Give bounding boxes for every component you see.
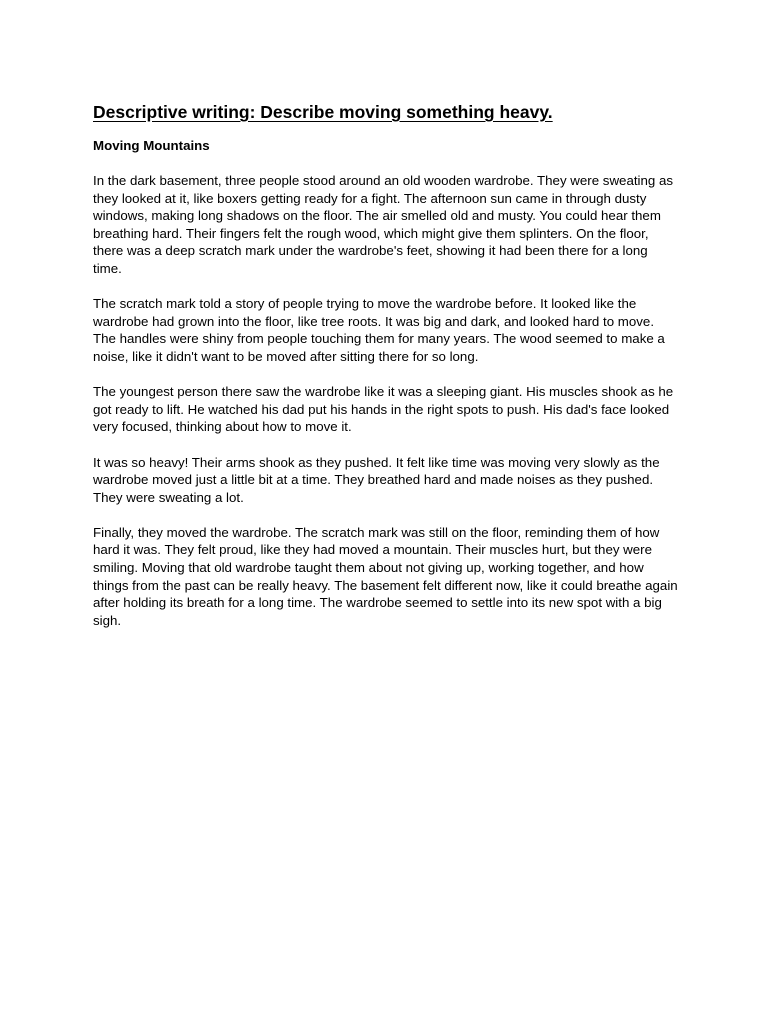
- document-title: Descriptive writing: Describe moving something heavy.: [93, 102, 553, 122]
- paragraph-2: The scratch mark told a story of people trying to move the wardrobe before. It looked like the wardrobe had grown into the floor, like tree roots. It was big and dark, and looked hard to move. The handles were shiny from people touching them for many years. The wood seemed to make a noise, like it didn't want to be moved after sitting there for so long.: [93, 296, 665, 364]
- paragraph-5: Finally, they moved the wardrobe. The scratch mark was still on the floor, reminding them of how hard it was. They felt proud, like they had moved a mountain. Their muscles hurt, but they were smiling. Moving that old wardrobe taught them about not giving up, working together, and how things from the past can be really heavy. The basement felt different now, like it could breathe again after holding its breath for a long time. The wardrobe seemed to settle into its new spot with a big sigh.: [93, 524, 678, 628]
- paragraph-1: In the dark basement, three people stood around an old wooden wardrobe. They were sweating as they looked at it, like boxers getting ready for a fight. The afternoon sun came in through dusty windows, making long shadows on the floor. The air smelled old and musty. You could hear them breathing hard. Their fingers felt the rough wood, which might give them splinters. On the floor, there was a deep scratch mark under the wardrobe's feet, showing it had been there for a long time.: [93, 173, 674, 276]
- paragraph-3: The youngest person there saw the wardrobe like it was a sleeping giant. His muscles shook as he got ready to lift. He watched his dad put his hands in the right spots to push. His dad's face looked very focused, thinking about how to move it.: [93, 384, 674, 435]
- story-title: Moving Mountains: [93, 138, 210, 153]
- paragraph-4: It was so heavy! Their arms shook as they pushed. It felt like time was moving very slowly as the wardrobe moved just a little bit at a time. They breathed hard and made noises as they pushed. They were sweating a lot.: [93, 454, 660, 505]
- document-body: [93, 101, 678, 629]
